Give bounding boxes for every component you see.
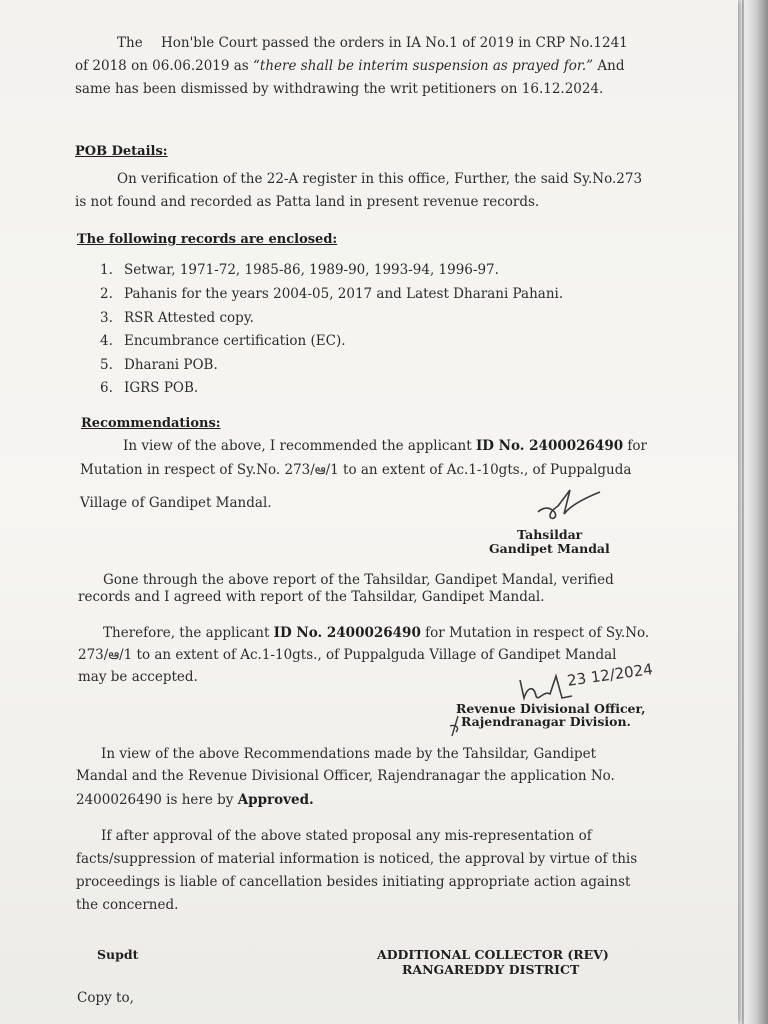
approval-line-2: Mandal and the Revenue Divisional Officer, Rajendranagar the application No.: [76, 768, 615, 784]
court-order-quote: “there shall be interim suspension as prayed for.”: [253, 58, 594, 74]
record-number: 6.: [100, 380, 113, 396]
rdo-handwritten-date: 23 12/2024: [566, 660, 654, 690]
caution-line-4: the concerned.: [76, 897, 179, 913]
therefore-line-3: may be accepted.: [78, 669, 198, 685]
record-number: 2.: [100, 286, 113, 302]
record-text: Dharani POB.: [124, 357, 218, 373]
tahsildar-office: Gandipet Mandal: [489, 541, 610, 556]
recommendation-line-3: Village of Gandipet Mandal.: [80, 495, 272, 511]
recommendation-text-1b: for: [623, 438, 647, 454]
record-text: RSR Attested copy.: [124, 310, 254, 326]
record-number: 5.: [100, 357, 113, 373]
record-text: Encumbrance certification (EC).: [124, 333, 346, 349]
record-item: [100, 357, 218, 373]
approved-status: Approved.: [237, 792, 314, 808]
record-text: Setwar, 1971-72, 1985-86, 1989-90, 1993-94, 1996-97.: [124, 262, 499, 278]
recommendation-line-2: Mutation in respect of Sy.No. 273/ఆ/1 to an extent of Ac.1-10gts., of Puppalguda: [80, 462, 632, 478]
recommendation-text-1: In view of the above, I recommended the applicant: [123, 438, 476, 454]
record-item: [100, 310, 254, 326]
therefore-text-1b: for Mutation in respect of Sy.No.: [420, 625, 650, 641]
court-order-the: The: [117, 35, 143, 51]
therefore-text-1: Therefore, the applicant: [103, 625, 274, 641]
recommendations-heading: Recommendations:: [81, 416, 221, 431]
record-item: [100, 333, 346, 349]
tahsildar-title: Tahsildar: [517, 527, 583, 542]
rdo-division: Rajendranagar Division.: [461, 714, 631, 729]
pob-line-2: is not found and recorded as Patta land in present revenue records.: [75, 194, 540, 210]
additional-collector-title: ADDITIONAL COLLECTOR (REV): [377, 947, 609, 962]
record-text: Pahanis for the years 2004-05, 2017 and Latest Dharani Pahani.: [124, 286, 564, 302]
rdo-verify-line-1: Gone through the above report of the Tahsildar, Gandipet Mandal, verified: [103, 572, 614, 588]
therefore-line-1: [103, 624, 649, 642]
record-number: 3.: [100, 310, 113, 326]
recommendation-line-1: [123, 437, 647, 455]
approval-line-3: [76, 791, 314, 809]
applicant-id: ID No. 2400026490: [475, 438, 624, 454]
records-enclosed-heading: The following records are enclosed:: [77, 232, 338, 247]
district-name: RANGAREDDY DISTRICT: [402, 962, 580, 977]
pob-line-1: On verification of the 22-A register in this office, Further, the said Sy.No.273: [117, 171, 643, 187]
tahsildar-signature: [530, 484, 610, 524]
record-item: [100, 286, 563, 302]
court-order-line-1: [117, 34, 628, 52]
rdo-verify-line-2: records and I agreed with report of the Tahsildar, Gandipet Mandal.: [78, 589, 545, 605]
caution-line-2: facts/suppression of material information is noticed, the approval by virtue of this: [76, 851, 638, 867]
caution-line-1: If after approval of the above stated proposal any mis-representation of: [101, 828, 592, 844]
copy-to-label: Copy to,: [77, 990, 134, 1006]
supdt-label: Supdt: [97, 947, 139, 962]
rdo-title: Revenue Divisional Officer,: [456, 701, 646, 716]
record-item: [100, 380, 198, 396]
record-number: 4.: [100, 333, 113, 349]
court-order-line-3: same has been dismissed by withdrawing the writ petitioners on 16.12.2024.: [75, 81, 604, 97]
caution-line-3: proceedings is liable of cancellation besides initiating appropriate action against: [76, 874, 631, 890]
court-order-line-2: [75, 57, 624, 75]
record-item: [100, 262, 499, 278]
approval-line-1: In view of the above Recommendations made by the Tahsildar, Gandipet: [101, 746, 597, 762]
approval-text-3: 2400026490 is here by: [76, 792, 238, 808]
therefore-line-2: 273/ఆ/1 to an extent of Ac.1-10gts., of Puppalguda Village of Gandipet Mandal: [78, 647, 617, 663]
court-order-text-2b: And: [593, 58, 625, 74]
record-number: 1.: [100, 262, 113, 278]
applicant-id: ID No. 2400026490: [273, 625, 421, 641]
pob-details-heading: POB Details:: [75, 144, 168, 159]
court-order-text-1: Hon'ble Court passed the orders in IA No.1 of 2019 in CRP No.1241: [161, 35, 628, 51]
record-text: IGRS POB.: [124, 380, 199, 396]
court-order-text-2: of 2018 on 06.06.2019 as: [75, 58, 254, 74]
